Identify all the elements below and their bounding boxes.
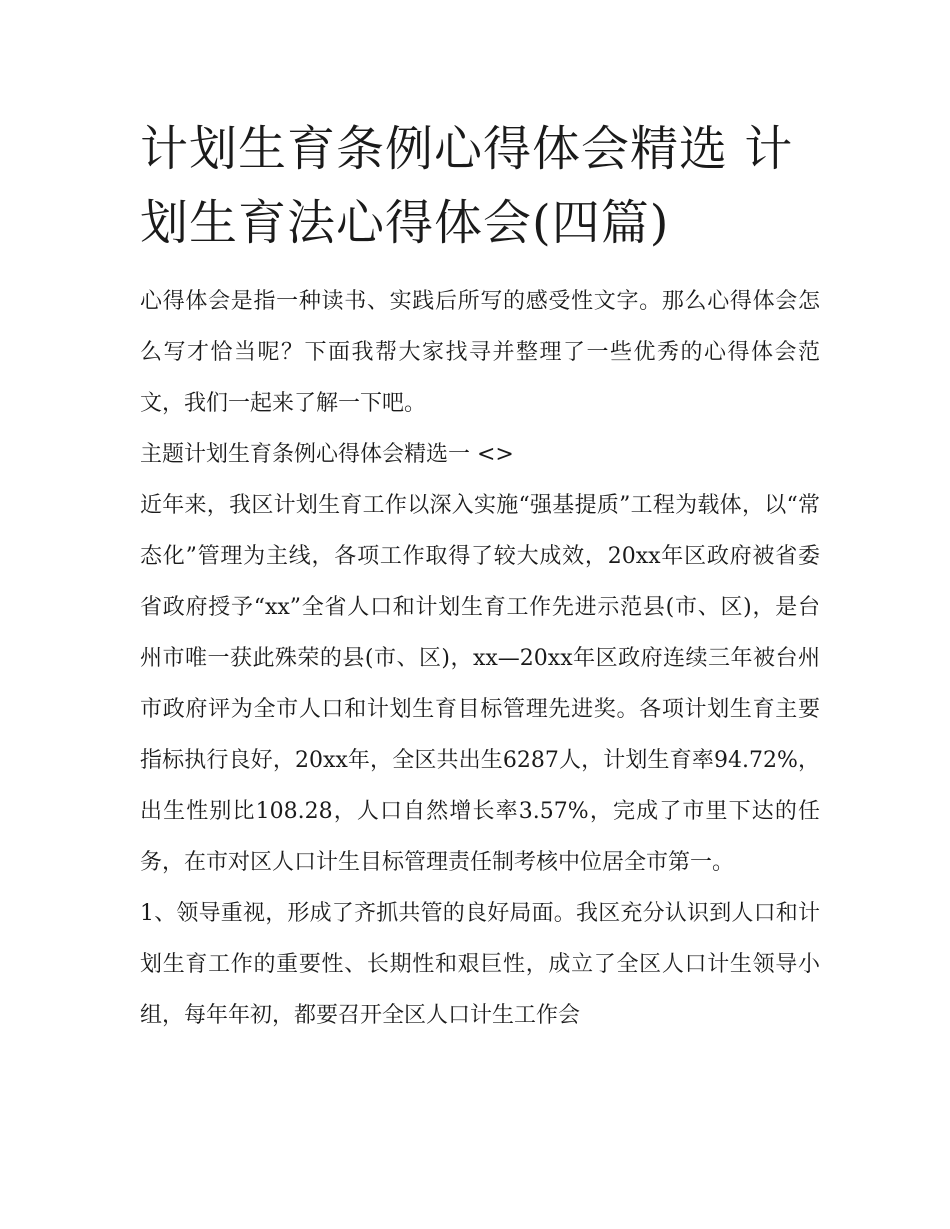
body-paragraph: 近年来，我区计划生育工作以深入实施“强基提质”工程为载体，以“常态化”管理为主线，各项工作取得了较大成效，20xx年区政府被省委省政府授予“xx”全省人口和计划生育工作先进示范县(市、区)，是台州市唯一获此殊荣的县(市、区)，xx—20xx年区政府连续三年被台州市政府评为全市人口和计划生育目标管理先进奖。各项计划生育主要指标执行良好，20xx年，全区共出生6287人，计划生育率94.72%，出生性别比108.28，人口自然增长率3.57%，完成了市里下达的任务，在市对区人口计生目标管理责任制考核中位居全市第一。	[140, 493, 820, 875]
body-paragraph: 1、领导重视，形成了齐抓共管的良好局面。我区充分认识到人口和计划生育工作的重要性、长期性和艰巨性，成立了全区人口计生领导小组，每年年初，都要召开全区人口计生工作会	[140, 901, 820, 1028]
section-heading: 主题计划生育条例心得体会精选一 <>	[140, 442, 514, 467]
document-title: 计划生育条例心得体会精选 计划生育法心得体会(四篇)	[140, 121, 794, 251]
document-body	[140, 276, 820, 1041]
intro-paragraph: 心得体会是指一种读书、实践后所写的感受性文字。那么心得体会怎么写才恰当呢？下面我帮大家找寻并整理了一些优秀的心得体会范文，我们一起来了解一下吧。	[140, 289, 820, 416]
